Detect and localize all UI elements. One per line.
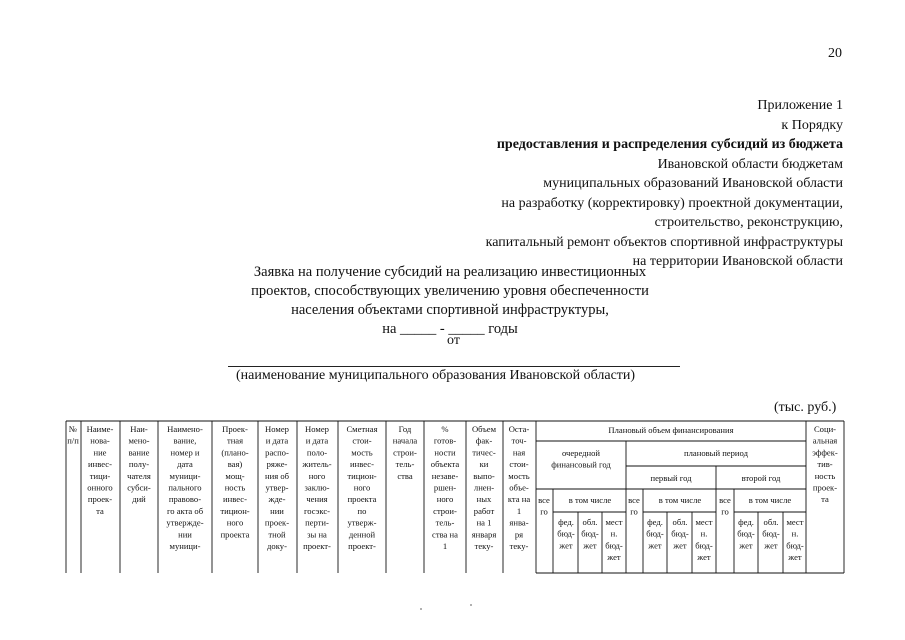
appendix-line: на разработку (корректировку) проектной документации, — [501, 195, 843, 211]
column-header: правово- — [168, 494, 202, 505]
column-header: чателя — [127, 470, 151, 481]
column-header: ства — [397, 470, 413, 481]
column-header: Сметная — [346, 424, 378, 434]
second-year-header: второй год — [741, 473, 781, 483]
appendix-line: капитальный ремонт объектов спортивной инфраструктуры — [485, 234, 843, 250]
column-header: заклю- — [304, 482, 330, 493]
regional-budget-header: жет — [764, 540, 778, 551]
column-header: инвес- — [223, 494, 247, 505]
column-header: готов- — [433, 435, 457, 446]
column-header: стои- — [352, 435, 372, 446]
column-header: ния об — [265, 470, 289, 481]
column-header: ность — [224, 482, 246, 493]
column-header: проект- — [303, 541, 331, 551]
column-header: нии — [270, 505, 284, 516]
column-header: работ — [473, 505, 495, 516]
planned-financing-header: Плановый объем финансирования — [608, 425, 734, 435]
local-budget-header: мест — [695, 517, 713, 527]
regional-budget-header: обл. — [582, 517, 598, 527]
total-header: го — [721, 506, 729, 517]
column-header: жде- — [268, 494, 286, 505]
column-header: инвес- — [350, 459, 374, 470]
including-header: в том числе — [658, 495, 702, 505]
federal-budget-header: жет — [739, 540, 753, 551]
column-header: вая) — [227, 459, 243, 470]
local-budget-header: жет — [697, 552, 711, 563]
column-header: стои- — [509, 459, 529, 470]
column-header: и дата — [305, 435, 329, 446]
column-header: (плано- — [221, 447, 249, 458]
local-budget-header: мест — [786, 517, 804, 527]
column-header: строи- — [433, 505, 457, 516]
column-header: ного — [308, 470, 326, 481]
federal-budget-header: жет — [648, 540, 662, 551]
column-header: проек- — [264, 517, 290, 528]
regional-budget-header: бюд- — [581, 528, 599, 539]
column-header: проекта — [220, 529, 250, 540]
column-header: тици- — [89, 470, 111, 481]
column-header: объе- — [509, 482, 529, 493]
social-efficiency-header: эффек- — [812, 447, 838, 458]
column-header: ных — [476, 494, 492, 505]
column-header: начала — [392, 435, 418, 446]
column-header: перти- — [305, 517, 329, 528]
column-header: субси- — [127, 482, 151, 493]
first-year-header: первый год — [650, 473, 692, 483]
title-line: населения объектами спортивной инфраструктуры, — [291, 302, 609, 318]
column-header: строи- — [393, 447, 417, 458]
column-header: ная — [512, 447, 526, 458]
including-header: в том числе — [568, 495, 612, 505]
local-budget-header: н. — [791, 528, 799, 539]
column-header: Проек- — [222, 424, 248, 434]
column-header: номер и — [170, 447, 200, 458]
column-header: тицион- — [347, 470, 377, 481]
local-budget-header: бюд- — [695, 540, 713, 551]
column-header: доку- — [267, 541, 287, 551]
column-header: на 1 — [476, 517, 492, 528]
column-header: муници- — [169, 541, 201, 551]
social-efficiency-header: ность — [814, 470, 836, 481]
column-header: та — [96, 505, 104, 516]
local-budget-header: н. — [700, 528, 708, 539]
column-header: ного — [436, 494, 454, 505]
column-header: Наимено- — [167, 424, 203, 434]
regional-budget-header: жет — [673, 540, 687, 551]
federal-budget-header: бюд- — [646, 528, 664, 539]
social-efficiency-header: тив- — [817, 459, 833, 470]
units-label: (тыс. руб.) — [774, 400, 837, 415]
column-header: проект- — [348, 541, 376, 551]
column-header: вание — [128, 447, 150, 458]
column-header: мость — [508, 470, 530, 481]
column-header: денной — [348, 529, 376, 540]
column-header: мощ- — [225, 470, 245, 481]
local-budget-header: мест — [605, 517, 623, 527]
column-header: полу- — [128, 459, 150, 470]
column-header: утвержде- — [166, 517, 204, 528]
column-header: дий — [132, 494, 146, 505]
column-header: и дата — [265, 435, 289, 446]
column-header: 1 — [442, 541, 448, 551]
including-header: в том числе — [748, 495, 792, 505]
column-header: кта на — [507, 494, 531, 505]
column-header: ного — [226, 517, 244, 528]
column-header: Оста- — [508, 424, 530, 434]
column-header: ства на — [432, 529, 458, 540]
column-header: января — [471, 529, 497, 540]
column-header: ря — [514, 529, 524, 540]
total-header: все — [628, 495, 640, 505]
local-budget-header: н. — [610, 528, 618, 539]
column-header: утвер- — [265, 482, 289, 493]
column-header: нова- — [90, 435, 110, 446]
local-budget-header: бюд- — [605, 540, 623, 551]
next-fiscal-year-header: финансовый год — [551, 459, 611, 470]
column-header: незаве- — [431, 470, 459, 481]
column-header: онного — [87, 482, 113, 493]
column-header: чения — [306, 494, 328, 505]
appendix-line: предоставления и распределения субсидий из бюджета — [496, 137, 843, 152]
date-from-label: от — [447, 333, 460, 348]
column-header: утверж- — [347, 517, 377, 528]
column-header: объекта — [430, 459, 460, 470]
column-header: % — [441, 424, 449, 434]
local-budget-header: бюд- — [786, 540, 804, 551]
column-header: нии — [178, 529, 192, 540]
column-header: 1 — [516, 505, 522, 516]
column-header: Наи- — [130, 424, 148, 434]
page-number: 20 — [828, 46, 842, 61]
column-header: ршен- — [433, 482, 457, 493]
column-header: тель- — [435, 517, 455, 528]
regional-budget-header: обл. — [763, 517, 779, 527]
total-header: го — [630, 506, 638, 517]
regional-budget-header: обл. — [672, 517, 688, 527]
social-efficiency-header: проек- — [812, 482, 838, 493]
column-header: точ- — [511, 435, 527, 446]
column-header: Объем — [471, 424, 497, 434]
federal-budget-header: жет — [559, 540, 573, 551]
appendix-line: к Порядку — [781, 117, 843, 133]
social-efficiency-header: та — [821, 494, 829, 505]
column-header: теку- — [509, 541, 529, 551]
appendix-line: Приложение 1 — [757, 98, 843, 113]
column-header: тной — [268, 529, 286, 540]
title-years-line: на _____ - _____ годы — [382, 321, 518, 337]
column-header: тичес- — [472, 447, 496, 458]
federal-budget-header: бюд- — [737, 528, 755, 539]
federal-budget-header: фед. — [558, 517, 574, 527]
column-header: зы на — [307, 529, 327, 540]
planning-period-header: плановый период — [684, 448, 748, 458]
next-fiscal-year-header: очередной — [561, 448, 601, 458]
column-header: житель- — [302, 459, 332, 470]
scan-speck — [470, 604, 472, 606]
column-header: вание, — [173, 435, 197, 446]
regional-budget-header: жет — [583, 540, 597, 551]
column-header: янва- — [509, 517, 529, 528]
column-header: дата — [177, 459, 193, 470]
column-header: ряже- — [266, 459, 288, 470]
appendix-line: муниципальных образований Ивановской области — [543, 176, 843, 191]
column-header: фак- — [475, 435, 493, 446]
table-header-text — [67, 424, 838, 562]
federal-budget-header: фед. — [738, 517, 754, 527]
title-line: проектов, способствующих увеличению уровня обеспеченности — [251, 283, 649, 299]
column-header: теку- — [474, 541, 494, 551]
scan-speck — [420, 608, 422, 610]
local-budget-header: жет — [607, 552, 621, 563]
column-header: распо- — [265, 447, 289, 458]
regional-budget-header: бюд- — [762, 528, 780, 539]
column-header: Номер — [265, 424, 289, 434]
regional-budget-header: бюд- — [671, 528, 689, 539]
column-header: ности — [434, 447, 456, 458]
appendix-line: Ивановской области бюджетам — [657, 156, 843, 172]
column-header: по — [357, 505, 367, 516]
column-header: Год — [398, 424, 412, 434]
column-header: проекта — [347, 494, 377, 505]
column-header: мость — [351, 447, 373, 458]
social-efficiency-header: альная — [812, 435, 838, 446]
column-header: лнен- — [473, 482, 495, 493]
total-header: все — [719, 495, 731, 505]
appendix-line: на территории Ивановской области — [632, 254, 843, 269]
column-header: № — [68, 424, 78, 434]
appendix-line: строительство, реконструкцию, — [654, 215, 843, 230]
federal-budget-header: фед. — [647, 517, 663, 527]
column-header: тицион- — [220, 505, 250, 516]
total-header: го — [540, 506, 548, 517]
column-header: го акта об — [166, 505, 204, 516]
column-header: проек- — [87, 494, 113, 505]
column-header: Номер — [305, 424, 329, 434]
column-header: выпо- — [473, 470, 495, 481]
column-header: ки — [479, 459, 489, 470]
column-header: поло- — [306, 447, 328, 458]
column-header: Наиме- — [86, 424, 114, 434]
column-header: п/п — [67, 435, 79, 446]
municipality-caption: (наименование муниципального образования Ивановской области) — [236, 368, 636, 383]
social-efficiency-header: Соци- — [813, 424, 837, 434]
title-line: Заявка на получение субсидий на реализацию инвестиционных — [253, 264, 647, 280]
column-header: ного — [353, 482, 371, 493]
federal-budget-header: бюд- — [557, 528, 575, 539]
local-budget-header: жет — [788, 552, 802, 563]
column-header: ние — [93, 447, 107, 458]
column-header: инвес- — [88, 459, 112, 470]
column-header: госэкс- — [303, 505, 331, 516]
column-header: пального — [168, 482, 202, 493]
total-header: все — [538, 495, 550, 505]
column-header: мено- — [128, 435, 150, 446]
column-header: тная — [226, 435, 244, 446]
column-header: тель- — [395, 459, 415, 470]
column-header: муници- — [169, 470, 201, 481]
